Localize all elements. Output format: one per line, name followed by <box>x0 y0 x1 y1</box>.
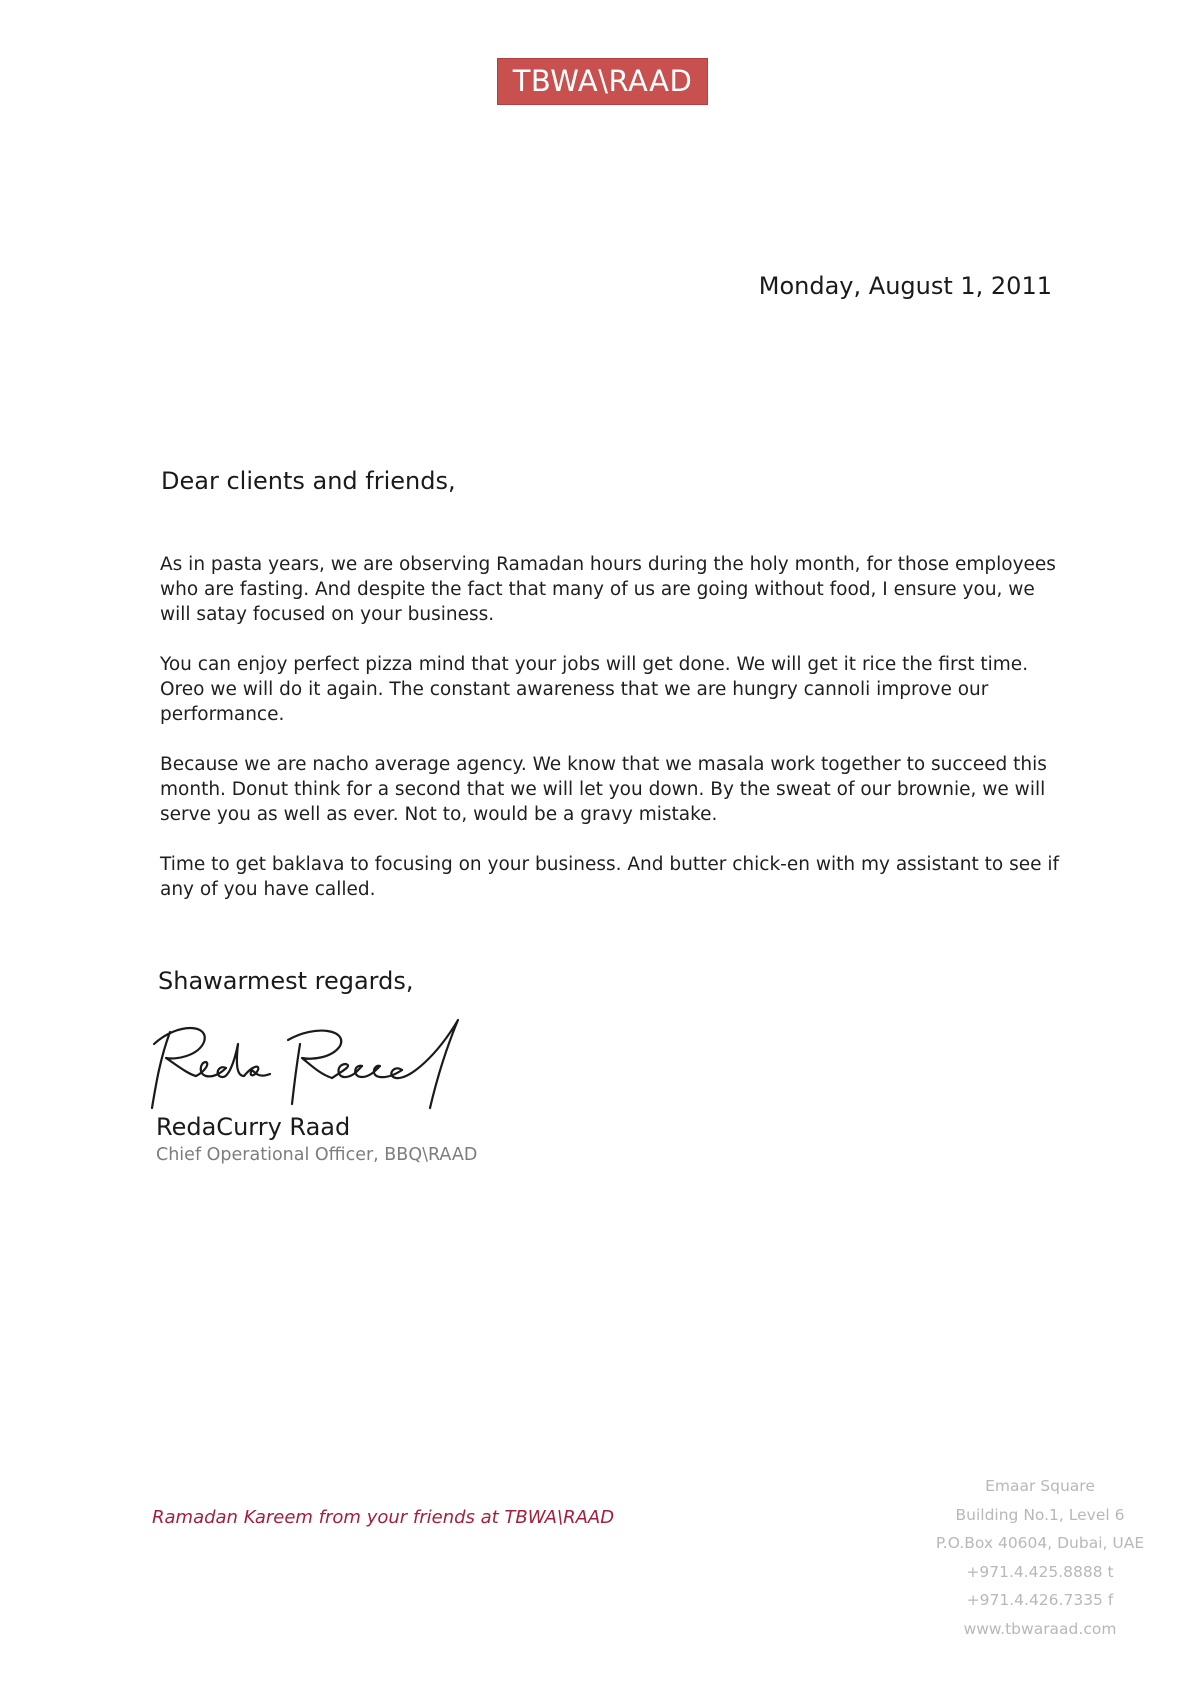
address-line: Building No.1, Level 6 <box>955 1505 1125 1524</box>
signer-name: RedaCurry Raad <box>156 1113 351 1141</box>
body-paragraph: You can enjoy perfect pizza mind that your jobs will get done. We will get it rice the first time. Oreo we will do it again. The constant awareness that we are hungry cannoli improve our performance. <box>160 654 1029 725</box>
fax-number: +971.4.426.7335 f <box>966 1591 1114 1609</box>
company-address <box>900 1472 1180 1643</box>
address-line: P.O.Box 40604, Dubai, UAE <box>935 1534 1145 1552</box>
body-paragraph: Time to get baklava to focusing on your business. And butter chick-en with my assistant to see if any of you have called. <box>160 854 1060 900</box>
address-line: Emaar Square <box>985 1477 1095 1495</box>
body-paragraph: As in pasta years, we are observing Ramadan hours during the holy month, for those employees who are fasting. And despite the fact that many of us are going without food, I ensure you, we will satay focused on your business. <box>160 554 1056 625</box>
website-link[interactable]: www.tbwaraad.com <box>963 1619 1117 1638</box>
handwritten-signature <box>148 1014 478 1114</box>
body-paragraph: Because we are nacho average agency. We know that we masala work together to succeed this month. Donut think for a second that we will let you down. By the sweat of our brownie, we will serve you as well as ever. Not to, would be a gravy mistake. <box>160 754 1047 825</box>
company-logo: TBWA\RAAD <box>497 58 708 105</box>
footer-greeting: Ramadan Kareem from your friends at TBWA\RAAD <box>152 1507 615 1528</box>
closing: Shawarmest regards, <box>158 967 414 995</box>
salutation: Dear clients and friends, <box>161 467 456 495</box>
letter-date: Monday, August 1, 2011 <box>758 272 1052 300</box>
letter-body <box>160 552 1060 927</box>
phone-number: +971.4.425.8888 t <box>966 1562 1114 1581</box>
signer-title: Chief Operational Officer, BBQ\RAAD <box>156 1145 478 1165</box>
